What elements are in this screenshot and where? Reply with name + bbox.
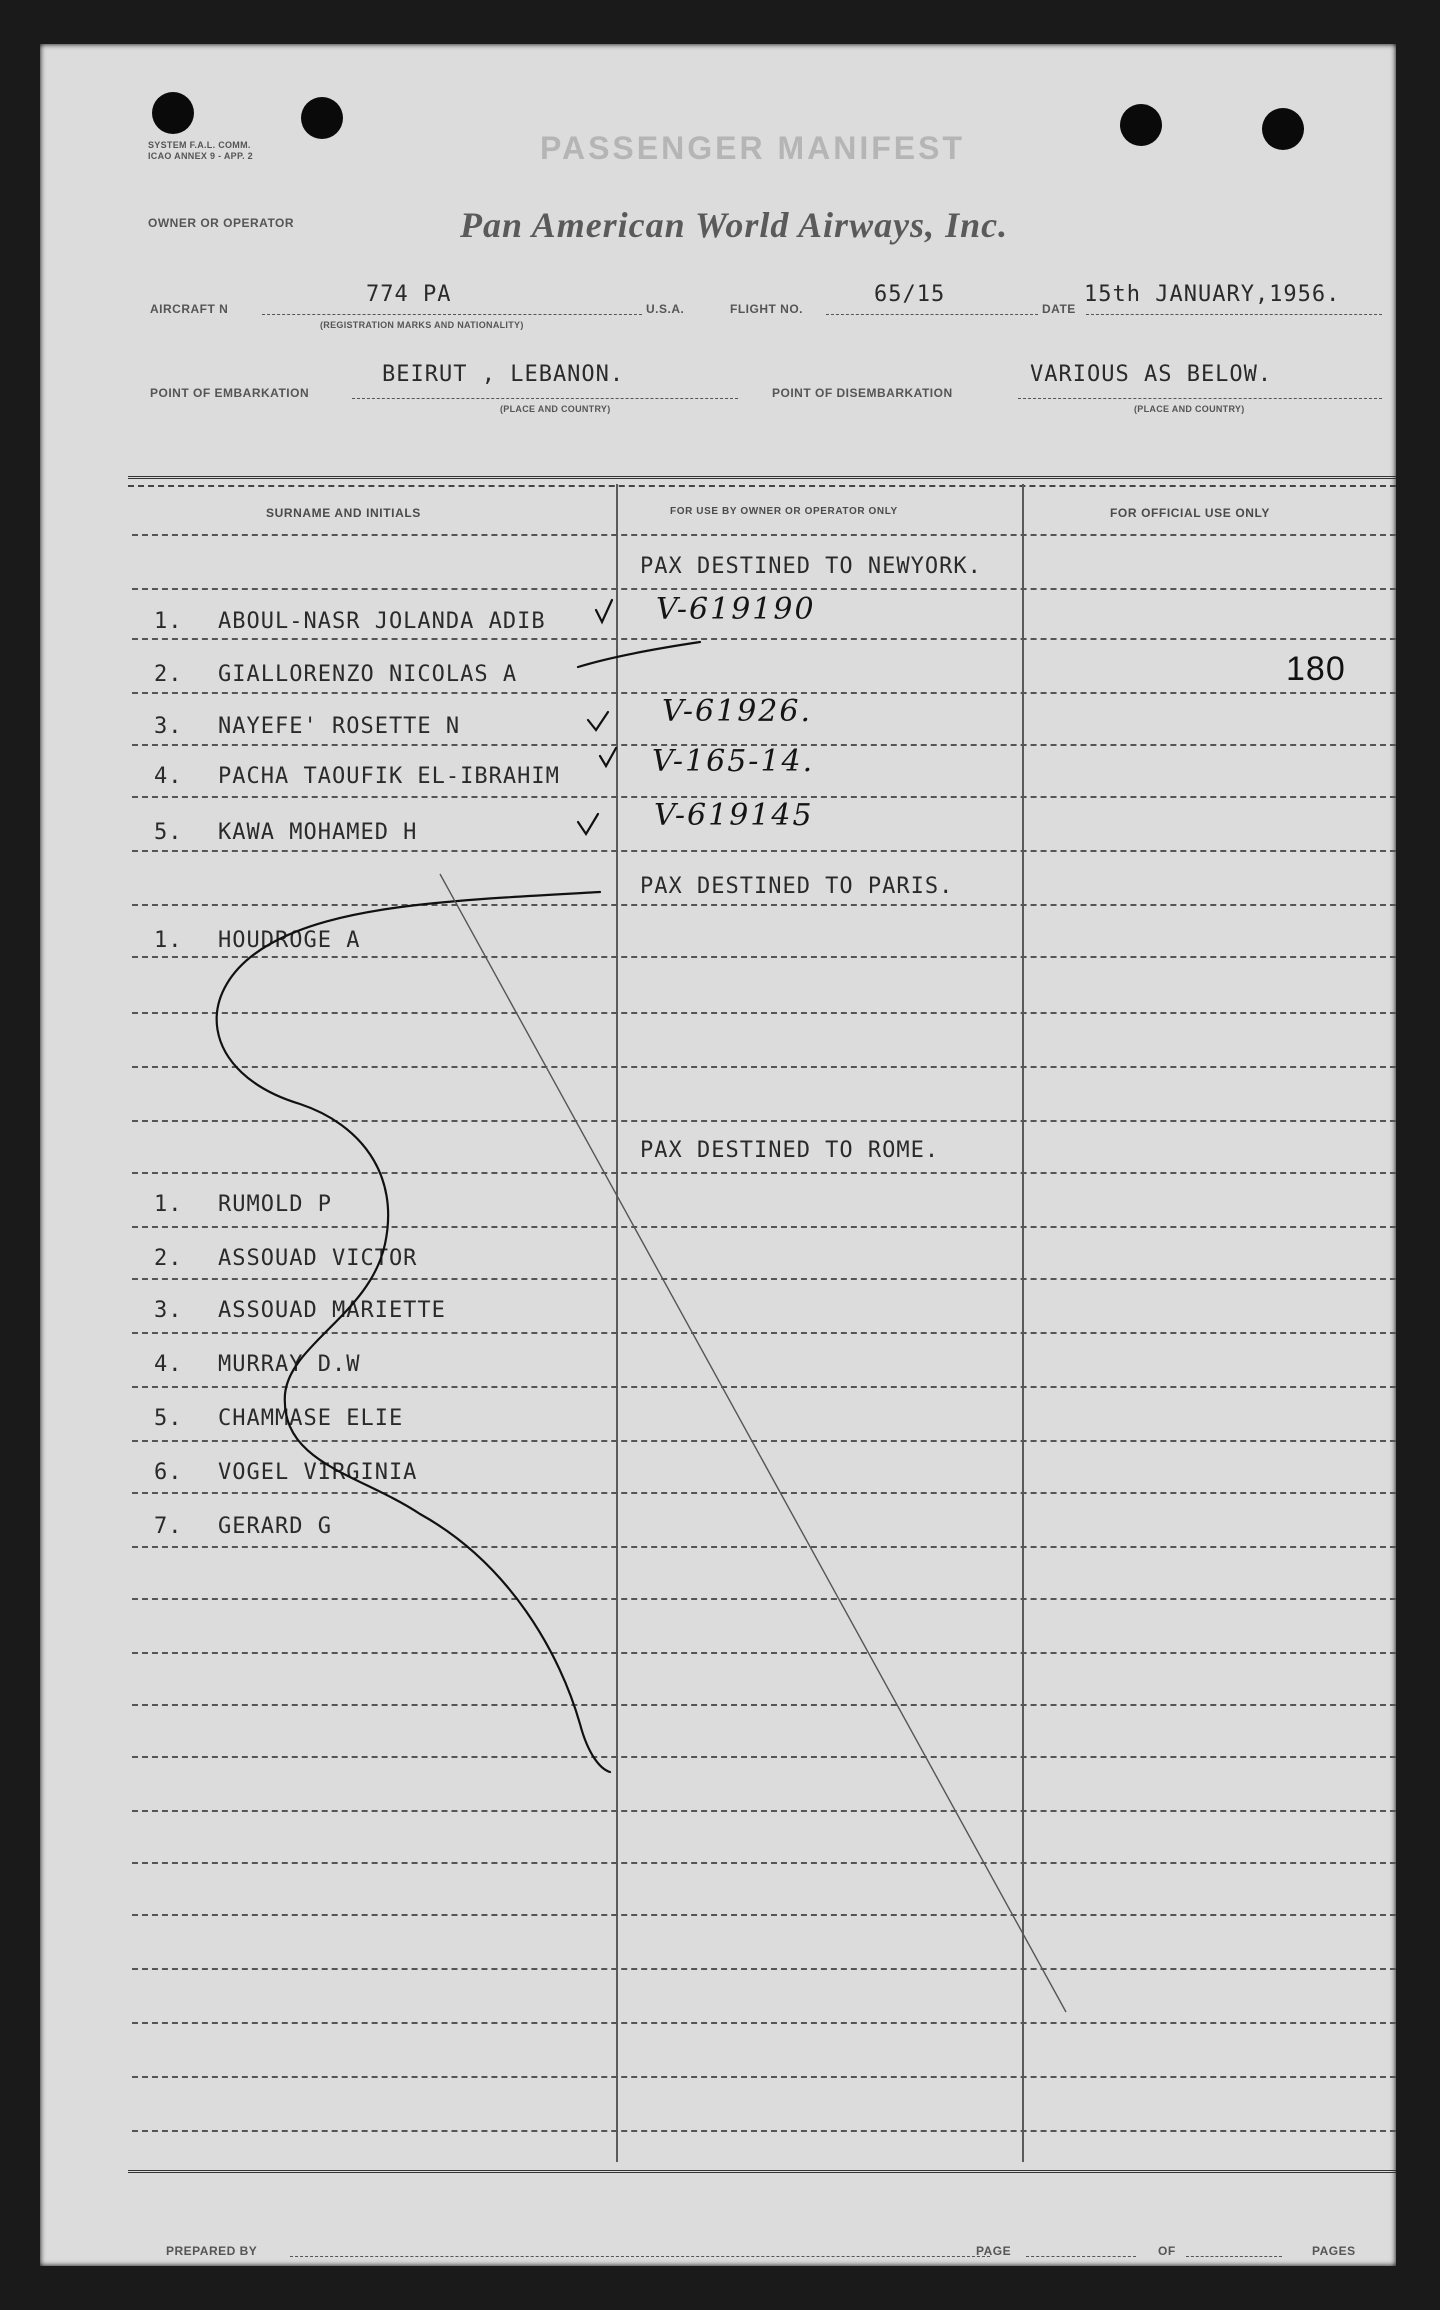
disembarkation-value: VARIOUS AS BELOW. [1030,362,1273,387]
ruled-line [132,1968,1396,1970]
aircraft-underline [262,314,642,315]
ruled-line [132,1278,1396,1280]
official-count: 180 [1286,650,1346,688]
column-divider [1022,484,1024,2162]
ruled-line [132,1546,1396,1548]
passenger-name: KAWA MOHAMED H [218,820,418,845]
ruled-line [132,2022,1396,2024]
of-underline [1186,2256,1282,2257]
visa-note: V-619145 [654,798,814,833]
ruled-line [132,1652,1396,1654]
disembarkation-label: POINT OF DISEMBARKATION [772,386,953,400]
date-value: 15th JANUARY,1956. [1084,282,1341,307]
passenger-name: GERARD G [218,1514,332,1539]
passenger-name: NAYEFE' ROSETTE N [218,714,461,739]
ruled-line [132,1012,1396,1014]
row-number: 1. [154,609,183,634]
disembarkation-underline [1018,398,1382,399]
manifest-sheet [40,44,1396,2266]
ruled-line [132,1492,1396,1494]
row-number: 1. [154,1192,183,1217]
punch-hole [152,92,194,134]
table-top-border [128,476,1396,487]
row-number: 7. [154,1514,183,1539]
passenger-name: MURRAY D.W [218,1352,361,1377]
row-number: 1. [154,928,183,953]
passenger-name: VOGEL VIRGINIA [218,1460,418,1485]
ruled-line [132,588,1396,590]
passenger-name: GIALLORENZO NICOLAS A [218,662,518,687]
punch-hole [1262,108,1304,150]
ruled-line [132,1598,1396,1600]
ruled-line [132,1332,1396,1334]
usa-label: U.S.A. [646,302,685,316]
ruled-line [132,2130,1396,2132]
visa-note: V-619190 [656,592,816,627]
passenger-name: RUMOLD P [218,1192,332,1217]
ruled-line [132,1862,1396,1864]
passenger-name: ABOUL-NASR JOLANDA ADIB [218,609,546,634]
flight-label: FLIGHT NO. [730,302,803,316]
pages-label: PAGES [1312,2244,1356,2258]
ruled-line [132,2076,1396,2078]
row-number: 4. [154,1352,183,1377]
place-caption-1: (PLACE AND COUNTRY) [500,404,611,414]
flight-underline [826,314,1038,315]
form-title: PASSENGER MANIFEST [540,130,965,166]
visa-note: V-165-14. [652,744,815,779]
embarkation-underline [352,398,738,399]
corner-note-line: SYSTEM F.A.L. COMM. [148,140,251,150]
aircraft-label: AIRCRAFT N [150,302,229,316]
visa-note: V-61926. [662,694,813,729]
passenger-name: HOUDROGE A [218,928,361,953]
ruled-line [132,1226,1396,1228]
ruled-line [132,1756,1396,1758]
ruled-line [132,534,1396,536]
ruled-line [132,956,1396,958]
page-underline [1026,2256,1136,2257]
ruled-line [132,638,1396,640]
row-number: 3. [154,1298,183,1323]
of-label: OF [1158,2244,1176,2258]
col-header-operator: FOR USE BY OWNER OR OPERATOR ONLY [670,506,898,517]
section-heading-newyork: PAX DESTINED TO NEWYORK. [640,554,982,579]
row-number: 6. [154,1460,183,1485]
corner-note-line: ICAO ANNEX 9 - APP. 2 [148,151,253,161]
table-bottom-border [128,2170,1396,2179]
owner-label: OWNER OR OPERATOR [148,216,295,230]
ruled-line [132,1440,1396,1442]
prepared-underline [290,2256,990,2257]
passenger-name: CHAMMASE ELIE [218,1406,404,1431]
embarkation-label: POINT OF EMBARKATION [150,386,310,400]
section-heading-rome: PAX DESTINED TO ROME. [640,1138,940,1163]
date-underline [1086,314,1382,315]
ruled-line [132,1914,1396,1916]
flight-value: 65/15 [874,282,946,307]
row-number: 5. [154,820,183,845]
ruled-line [132,1120,1396,1122]
ruled-line [132,850,1396,852]
place-caption-2: (PLACE AND COUNTRY) [1134,404,1245,414]
col-header-surname: SURNAME AND INITIALS [266,506,421,520]
diagonal-slash [440,874,1066,2012]
punch-hole [1120,104,1162,146]
registration-caption: (REGISTRATION MARKS AND NATIONALITY) [320,320,524,330]
corner-note [148,140,253,162]
embarkation-value: BEIRUT , LEBANON. [382,362,625,387]
row-number: 5. [154,1406,183,1431]
check-mark-icon [596,600,612,622]
passenger-name: ASSOUAD MARIETTE [218,1298,446,1323]
row-number: 3. [154,714,183,739]
row-number: 2. [154,662,183,687]
aircraft-value: 774 PA [366,282,452,307]
check-mark-icon [588,712,608,730]
date-label: DATE [1042,302,1076,316]
ruled-line [132,1704,1396,1706]
check-mark-icon [600,748,616,766]
col-header-official: FOR OFFICIAL USE ONLY [1110,506,1270,520]
ruled-line [132,1810,1396,1812]
passenger-name: PACHA TAOUFIK EL-IBRAHIM [218,764,560,789]
ruled-line [132,1066,1396,1068]
row-number: 4. [154,764,183,789]
prepared-by-label: PREPARED BY [166,2244,258,2258]
airline-name: Pan American World Airways, Inc. [460,205,1009,245]
ruled-line [132,1386,1396,1388]
ruled-line [132,904,1396,906]
column-divider [616,484,618,2162]
section-heading-paris: PAX DESTINED TO PARIS. [640,874,954,899]
strike-line [578,642,700,667]
punch-hole [301,97,343,139]
page-label: PAGE [976,2244,1012,2258]
ruled-line [132,1172,1396,1174]
row-number: 2. [154,1246,183,1271]
passenger-name: ASSOUAD VICTOR [218,1246,418,1271]
check-mark-icon [578,814,598,834]
